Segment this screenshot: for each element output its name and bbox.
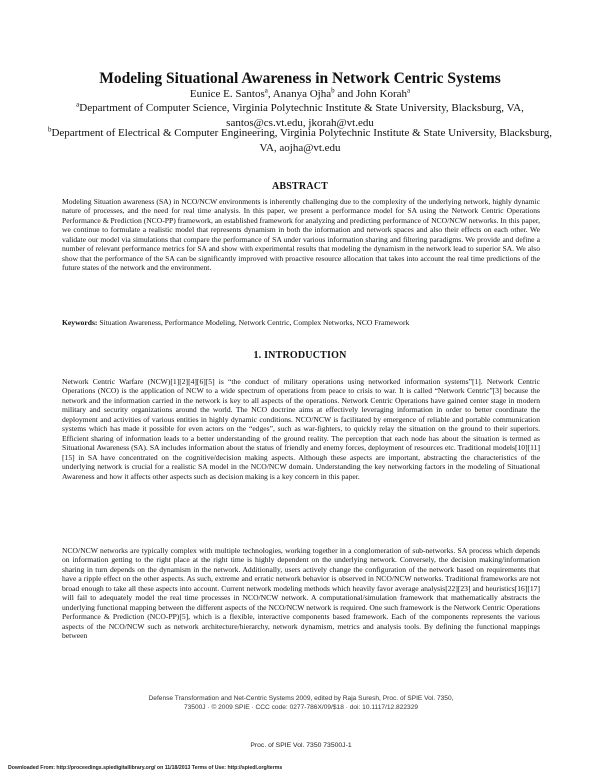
author-name: Ananya Ojha — [272, 88, 332, 100]
paper-title: Modeling Situational Awareness in Network Centric Systems — [99, 70, 501, 87]
affil-mark: b — [47, 125, 52, 134]
abstract-heading: ABSTRACT — [271, 181, 329, 192]
affiliation-b — [40, 126, 560, 156]
intro-paragraph-2: NCO/NCW networks are typically complex with multiple technologies, working together in a conglomeration of sub-networks. SA process which depends on information getting to the right place at the right time is highly dependent on the underlying network. Conversely, the decision making/information sharing in turn depends on the dynamism in the network. Additionally, users actively change the configuration of the network based on requirements that have a ripple effect on the other aspects. As such, extreme and erratic network behavior is observed in NCO/NCW networks. Traditional frameworks are not broad enough to take all these aspects into account. Current network modeling methods which heavily favor average analysis[22][23] and heuristics[16][17] will fail to adequately model the real time processes in NCO/NCW network. A computational/simulation framework that mathematically abstracts the underlying functional mapping between the different aspects of the NCO/NCW network is required. One such framework is the Network Centric Operations Performance & Prediction (NCO-PP)[5], which is a flexible, interactive components based framework. Each of the components represents the various aspects of the NCO/NCW such as network architecture/hierarchy, network dynamism, metrics and analysis tools. By defining the functional mappings between — [62, 546, 540, 641]
keywords-label: Keywords: — [62, 318, 98, 327]
download-notice: Downloaded From: http://proceedings.spiedigitallibrary.org/ on 11/18/2013 Terms of Use: http://spiedl.org/terms — [8, 765, 283, 771]
page-footer: Proc. of SPIE Vol. 7350 73500J-1 — [250, 742, 352, 749]
affiliation-text: Department of Computer Science, Virginia Polytechnic Institute & State University, Blacksburg, VA, santos@cs.vt.edu, jkorah@vt.edu — [79, 102, 524, 129]
citation-footnote — [62, 694, 540, 712]
intro-paragraph-1: Network Centric Warfare (NCW)[1][2][4][6][5] is “the conduct of military operations using networked information systems”[1]. Network Centric Operations (NCO) is the application of NCW to a wide spectrum of operations from peace to crisis to war. It is called “Network Centric”[3] because the network and the information carried in the network is key to all aspects of the operations. Network Centric Operations have gained center stage in modern military and security organizations around the world. The NCO doctrine aims at effectively leveraging information in order to better coordinate the deployment and activities of various entities in highly dynamic conditions. NCO/NCW is facilitated by emergence of reliable and portable communication systems which has made it possible for even actors on the “edges”, such as war-fighters, to quickly relay the situation on the ground to their superiors. Efficient sharing of information leads to a better understanding of the ground reality. The perception that each node has about the situation is termed as Situational Awareness (SA). SA includes information about the status of friendly and enemy forces, deployment of resources etc. Traditional models[10][11][15] in SA have concentrated on the cognitive/decision making aspects. Although these aspects are important, abstracting the characteristics of the underlying network is crucial for a realistic SA model in the NCO/NCW domain. Understanding the key networking factors in the modeling of Situational Awareness and how it affects other aspects such as decision making is a key concern in this paper. — [62, 377, 540, 481]
citation-line: 73500J · © 2009 SPIE · CCC code: 0277-786X/09/$18 · doi: 10.1117/12.822329 — [183, 704, 419, 711]
author-separator: , — [267, 88, 273, 100]
keywords-text: Situation Awareness, Performance Modeling, Network Centric, Complex Networks, NCO Framework — [97, 318, 410, 327]
citation-line: Defense Transformation and Net-Centric Systems 2009, edited by Raja Suresh, Proc. of SPIE Vol. 7350, — [148, 695, 454, 702]
author-name: John Korah — [355, 88, 408, 100]
author-affil-mark: a — [264, 86, 268, 95]
author-list — [40, 88, 560, 101]
author-affil-mark: b — [331, 86, 335, 95]
keywords-line — [62, 318, 540, 327]
author-separator: and — [334, 88, 356, 100]
intro-heading: 1. INTRODUCTION — [253, 350, 347, 361]
abstract-paragraph: Modeling Situation awareness (SA) in NCO/NCW environments is inherently challenging due to the complexity of the underlying network, highly dynamic nature of processes, and the need for real time analysis. In this paper, we present a performance model for SA using the Network Centric Operations Performance & Prediction (NCO-PP) framework, an established framework for analyzing and predicting performance of NCO/NCW networks. In this paper, we continue to formulate a realistic model that represents dynamism in both the information and network spaces and also their effects on each other. We validate our model via simulations that compare the performance of SA under various information sharing and filtering paradigms. We provide and define a number of relevant performance metrics for SA and show with experimental results that modeling the dynamism in the network lead to superior SA. We also show that the performance of the SA can be significantly improved with proactive resource allocation that takes into account the real time predictions of the future states of the network and the environment. — [62, 197, 540, 273]
affil-mark: a — [76, 100, 80, 109]
author-affil-mark: a — [407, 86, 411, 95]
author-name: Eunice E. Santos — [189, 88, 265, 100]
affiliation-text: Department of Electrical & Computer Engineering, Virginia Polytechnic Institute & State University, Blacksburg, VA, aojha@vt.edu — [51, 127, 553, 154]
